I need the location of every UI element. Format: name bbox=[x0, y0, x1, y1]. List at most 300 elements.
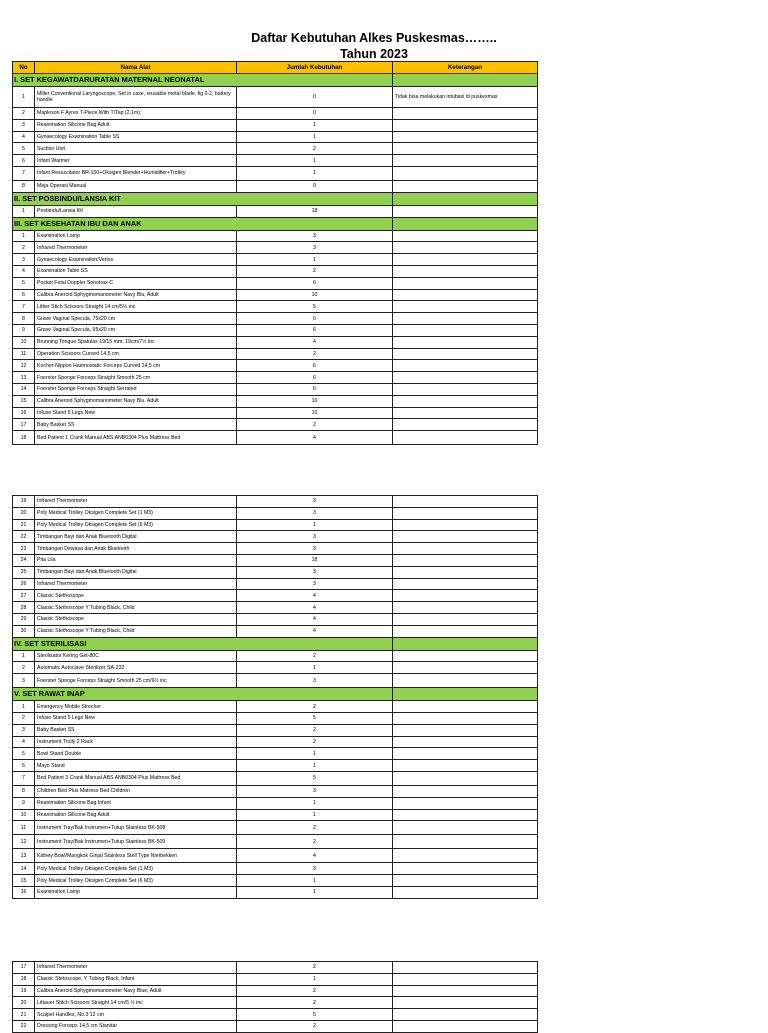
item-name: Grave Vaginal Specula, 95x20 cm bbox=[35, 324, 237, 336]
item-quantity: 2 bbox=[237, 821, 393, 835]
table-row bbox=[13, 336, 538, 348]
item-keterangan bbox=[393, 578, 538, 590]
item-name: Grave Vaginal Specula, 75x20 cm bbox=[35, 313, 237, 325]
item-keterangan bbox=[393, 205, 538, 217]
table-row bbox=[13, 348, 538, 360]
item-name: Infrared Thermometer bbox=[35, 496, 237, 508]
table-row bbox=[13, 613, 538, 625]
item-quantity: 3 bbox=[237, 496, 393, 508]
row-number: 22 bbox=[13, 1020, 35, 1032]
item-quantity: 3 bbox=[237, 566, 393, 578]
item-quantity: 6 bbox=[237, 383, 393, 395]
item-name: Infuse Stand 5 Legs New bbox=[35, 712, 237, 724]
item-keterangan bbox=[393, 277, 538, 289]
table-row bbox=[13, 997, 538, 1009]
item-name: Emergency Mobile Strecher bbox=[35, 701, 237, 713]
item-keterangan bbox=[393, 289, 538, 301]
item-keterangan bbox=[393, 748, 538, 760]
row-number: 12 bbox=[13, 360, 35, 372]
item-keterangan bbox=[393, 119, 538, 131]
item-quantity: 1 bbox=[237, 519, 393, 531]
table-row bbox=[13, 155, 538, 167]
item-keterangan bbox=[393, 625, 538, 637]
equipment-table-page-1 bbox=[12, 61, 538, 445]
item-name: Automatic Autoclave Sterilizer SA-232 bbox=[35, 662, 237, 674]
item-keterangan bbox=[393, 543, 538, 555]
item-name: Mayo Stand bbox=[35, 760, 237, 772]
table-row bbox=[13, 771, 538, 785]
item-keterangan bbox=[393, 507, 538, 519]
table-row bbox=[13, 863, 538, 875]
row-number: 3 bbox=[13, 119, 35, 131]
row-number: 7 bbox=[13, 166, 35, 180]
item-keterangan bbox=[393, 554, 538, 566]
item-name: Instrument Tray/Bak Instrumen+Tutup Stainless BK-508 bbox=[35, 821, 237, 835]
item-keterangan bbox=[393, 265, 538, 277]
item-quantity: 6 bbox=[237, 313, 393, 325]
item-name: Gynaecology Examination Table SS bbox=[35, 131, 237, 143]
item-quantity: 6 bbox=[237, 324, 393, 336]
section-blank bbox=[393, 192, 538, 205]
row-number: 2 bbox=[13, 712, 35, 724]
table-row bbox=[13, 507, 538, 519]
item-name: Dressing Forceps 14,5 cm Standar bbox=[35, 1020, 237, 1032]
row-number: 6 bbox=[13, 289, 35, 301]
table-row bbox=[13, 821, 538, 835]
row-number: 8 bbox=[13, 180, 35, 192]
item-quantity: 6 bbox=[237, 372, 393, 384]
item-name: Examination Lamp bbox=[35, 886, 237, 898]
item-keterangan bbox=[393, 724, 538, 736]
item-keterangan bbox=[393, 736, 538, 748]
item-quantity: 2 bbox=[237, 265, 393, 277]
item-keterangan bbox=[393, 531, 538, 543]
section-title: IV. SET STERILISASI bbox=[13, 637, 393, 650]
item-name: Miller Conventional Laryngoscope, Set in case, reusable metal blade, fig 0-2, battery handle bbox=[35, 87, 237, 108]
item-name: Examination Table SS bbox=[35, 265, 237, 277]
item-quantity: 0 bbox=[237, 108, 393, 120]
table-row bbox=[13, 797, 538, 809]
item-name: Infuse Stand 5 Legs New bbox=[35, 407, 237, 419]
item-keterangan bbox=[393, 674, 538, 688]
item-keterangan bbox=[393, 383, 538, 395]
row-number: 3 bbox=[13, 674, 35, 688]
row-number: 7 bbox=[13, 771, 35, 785]
item-name: Pita Lila bbox=[35, 554, 237, 566]
table-row bbox=[13, 360, 538, 372]
item-quantity: 1 bbox=[237, 760, 393, 772]
item-quantity: 1 bbox=[237, 748, 393, 760]
table-row bbox=[13, 578, 538, 590]
item-keterangan bbox=[393, 712, 538, 724]
item-keterangan bbox=[393, 835, 538, 849]
document-title: Daftar Kebutuhan Alkes Puskesmas…….. bbox=[251, 31, 497, 45]
item-quantity: 1 bbox=[237, 886, 393, 898]
item-keterangan bbox=[393, 407, 538, 419]
table-row bbox=[13, 875, 538, 887]
item-keterangan bbox=[393, 324, 538, 336]
table-row bbox=[13, 324, 538, 336]
item-quantity: 3 bbox=[237, 531, 393, 543]
table-row bbox=[13, 119, 538, 131]
row-number: 15 bbox=[13, 395, 35, 407]
row-number: 5 bbox=[13, 748, 35, 760]
item-name: Timbangan Bayi dan Anak Bluetooth Digital bbox=[35, 566, 237, 578]
table-row bbox=[13, 701, 538, 713]
item-quantity: 2 bbox=[237, 701, 393, 713]
table-row bbox=[13, 543, 538, 555]
table-row bbox=[13, 289, 538, 301]
item-quantity: 2 bbox=[237, 985, 393, 997]
item-keterangan bbox=[393, 336, 538, 348]
table-row bbox=[13, 205, 538, 217]
item-quantity: 1 bbox=[237, 166, 393, 180]
table-row bbox=[13, 835, 538, 849]
table-row bbox=[13, 395, 538, 407]
row-number: 28 bbox=[13, 602, 35, 614]
item-quantity: 10 bbox=[237, 289, 393, 301]
row-number: 1 bbox=[13, 205, 35, 217]
item-name: Littier Stich Scissors Straight 14 cm/5½ inc bbox=[35, 301, 237, 313]
item-quantity: 1 bbox=[237, 875, 393, 887]
item-name: Instrument Trolly 2 Rack bbox=[35, 736, 237, 748]
table-row bbox=[13, 87, 538, 108]
table-row bbox=[13, 313, 538, 325]
item-quantity: 4 bbox=[237, 602, 393, 614]
section-blank bbox=[393, 217, 538, 230]
item-keterangan: Tidak bisa melakukan intubasi di puskesmas bbox=[393, 87, 538, 108]
section-blank bbox=[393, 637, 538, 650]
item-quantity: 4 bbox=[237, 625, 393, 637]
item-quantity: 6 bbox=[237, 360, 393, 372]
row-number: 18 bbox=[13, 431, 35, 445]
item-keterangan bbox=[393, 997, 538, 1009]
item-name: Baby Basket SS bbox=[35, 419, 237, 431]
row-number: 1 bbox=[13, 87, 35, 108]
item-keterangan bbox=[393, 962, 538, 974]
item-keterangan bbox=[393, 662, 538, 674]
section-blank bbox=[393, 74, 538, 87]
row-number: 14 bbox=[13, 383, 35, 395]
row-number: 9 bbox=[13, 797, 35, 809]
item-quantity: 1 bbox=[237, 662, 393, 674]
table-row bbox=[13, 724, 538, 736]
row-number: 6 bbox=[13, 760, 35, 772]
item-quantity: 10 bbox=[237, 395, 393, 407]
row-number: 13 bbox=[13, 849, 35, 863]
table-row bbox=[13, 650, 538, 662]
row-number: 20 bbox=[13, 997, 35, 1009]
item-quantity: 5 bbox=[237, 1009, 393, 1021]
item-name: Classic Stethoscope Y Tubing Black, Child bbox=[35, 602, 237, 614]
table-row bbox=[13, 372, 538, 384]
item-name: Bowl Stand Double bbox=[35, 748, 237, 760]
table-row bbox=[13, 785, 538, 797]
row-number: 6 bbox=[13, 155, 35, 167]
section-row bbox=[13, 217, 538, 230]
section-row bbox=[13, 688, 538, 701]
row-number: 29 bbox=[13, 613, 35, 625]
table-row bbox=[13, 496, 538, 508]
item-keterangan bbox=[393, 301, 538, 313]
row-number: 1 bbox=[13, 230, 35, 242]
section-title: III. SET KESEHATAN IBU DAN ANAK bbox=[13, 217, 393, 230]
item-keterangan bbox=[393, 613, 538, 625]
table-row bbox=[13, 531, 538, 543]
item-name: Suction Unit bbox=[35, 143, 237, 155]
row-number: 13 bbox=[13, 372, 35, 384]
row-number: 27 bbox=[13, 590, 35, 602]
item-quantity: 2 bbox=[237, 997, 393, 1009]
table-row bbox=[13, 849, 538, 863]
row-number: 5 bbox=[13, 143, 35, 155]
row-number: 30 bbox=[13, 625, 35, 637]
item-quantity: 3 bbox=[237, 578, 393, 590]
item-quantity: 1 bbox=[237, 973, 393, 985]
section-row bbox=[13, 637, 538, 650]
item-keterangan bbox=[393, 973, 538, 985]
row-number: 4 bbox=[13, 736, 35, 748]
table-row bbox=[13, 242, 538, 254]
item-quantity: 2 bbox=[237, 650, 393, 662]
item-quantity: 18 bbox=[237, 205, 393, 217]
table-row bbox=[13, 277, 538, 289]
item-quantity: 18 bbox=[237, 554, 393, 566]
item-keterangan bbox=[393, 701, 538, 713]
item-quantity: 4 bbox=[237, 849, 393, 863]
item-name: Infant Resuscitator BR-100+Oksigen Blender+Humidifier+Trolley bbox=[35, 166, 237, 180]
item-keterangan bbox=[393, 519, 538, 531]
row-number: 21 bbox=[13, 519, 35, 531]
table-row bbox=[13, 962, 538, 974]
item-name: Timbangan Dewasa dan Anak Bluetooth bbox=[35, 543, 237, 555]
item-keterangan bbox=[393, 131, 538, 143]
item-name: Kocher-Nippon Haemostatic Forceps Curved 14,5 cm bbox=[35, 360, 237, 372]
table-row bbox=[13, 265, 538, 277]
item-keterangan bbox=[393, 395, 538, 407]
table-row bbox=[13, 736, 538, 748]
row-number: 26 bbox=[13, 578, 35, 590]
item-name: Foerster Sponge Forceps Straight Smooth 25 cm bbox=[35, 372, 237, 384]
item-name: Infant Warmer bbox=[35, 155, 237, 167]
item-name: Scalpel Handles, No.3 12 cm bbox=[35, 1009, 237, 1021]
item-quantity: 1 bbox=[237, 254, 393, 266]
header-nama-alat: Nama Alat bbox=[35, 62, 237, 74]
item-keterangan bbox=[393, 1009, 538, 1021]
item-keterangan bbox=[393, 313, 538, 325]
item-quantity: 1 bbox=[237, 131, 393, 143]
item-name: Baby Basket SS bbox=[35, 724, 237, 736]
item-keterangan bbox=[393, 602, 538, 614]
row-number: 17 bbox=[13, 419, 35, 431]
item-keterangan bbox=[393, 372, 538, 384]
item-name: Pocket Fetal Doppler Sonotrax-C bbox=[35, 277, 237, 289]
row-number: 14 bbox=[13, 863, 35, 875]
item-quantity: 2 bbox=[237, 736, 393, 748]
item-quantity: 3 bbox=[237, 785, 393, 797]
item-name: Reanimation Silicone Bag Adult bbox=[35, 119, 237, 131]
row-number: 2 bbox=[13, 242, 35, 254]
item-name: Classic Stetoscope, Y Tubing Black, Infant bbox=[35, 973, 237, 985]
row-number: 21 bbox=[13, 1009, 35, 1021]
item-name: Poly Medical Trolley Oksigen Complete Set (6 M3) bbox=[35, 875, 237, 887]
document-year: Tahun 2023 bbox=[340, 47, 408, 61]
item-keterangan bbox=[393, 180, 538, 192]
header-keterangan: Keterangan bbox=[393, 62, 538, 74]
section-blank bbox=[393, 688, 538, 701]
item-name: Poly Medical Trolley Oksigen Complete Set (1 M3) bbox=[35, 863, 237, 875]
item-quantity: 2 bbox=[237, 835, 393, 849]
item-quantity: 4 bbox=[237, 613, 393, 625]
row-number: 18 bbox=[13, 973, 35, 985]
table-row bbox=[13, 554, 538, 566]
item-quantity: 1 bbox=[237, 797, 393, 809]
item-keterangan bbox=[393, 821, 538, 835]
table-row bbox=[13, 1020, 538, 1032]
item-name: Infrared Thermometer bbox=[35, 242, 237, 254]
item-name: Infrared Thermometer bbox=[35, 962, 237, 974]
item-name: Mapleson F Ayres T-Piece With T/Tap (2,1m) bbox=[35, 108, 237, 120]
row-number: 25 bbox=[13, 566, 35, 578]
item-name: Sterilisator Kering Get-80C bbox=[35, 650, 237, 662]
item-name: Classic Stethoscope bbox=[35, 590, 237, 602]
equipment-table-page-3 bbox=[12, 961, 538, 1033]
item-quantity: 2 bbox=[237, 962, 393, 974]
item-quantity: 2 bbox=[237, 419, 393, 431]
row-number: 24 bbox=[13, 554, 35, 566]
item-keterangan bbox=[393, 496, 538, 508]
item-keterangan bbox=[393, 875, 538, 887]
row-number: 3 bbox=[13, 724, 35, 736]
table-row bbox=[13, 712, 538, 724]
item-keterangan bbox=[393, 108, 538, 120]
item-name: Foerster Sponge Forceps Straight Serrated bbox=[35, 383, 237, 395]
item-keterangan bbox=[393, 419, 538, 431]
row-number: 16 bbox=[13, 407, 35, 419]
table-row bbox=[13, 254, 538, 266]
section-title: V. SET RAWAT INAP bbox=[13, 688, 393, 701]
item-name: Children Bed Plus Matress Bed Children bbox=[35, 785, 237, 797]
item-keterangan bbox=[393, 242, 538, 254]
table-row bbox=[13, 674, 538, 688]
item-quantity: 5 bbox=[237, 771, 393, 785]
row-number: 8 bbox=[13, 313, 35, 325]
item-name: Foerster Sponge Forceps Straight Smooth 25 cm/9½ inc bbox=[35, 674, 237, 688]
row-number: 16 bbox=[13, 886, 35, 898]
item-quantity: 4 bbox=[237, 336, 393, 348]
item-name: Poly Medical Trolley Oksigen Complete Set (6 M3) bbox=[35, 519, 237, 531]
row-number: 15 bbox=[13, 875, 35, 887]
header-no: No bbox=[13, 62, 35, 74]
table-row bbox=[13, 108, 538, 120]
item-name: Timbangan Bayi dan Anak Bluetooth Digital bbox=[35, 531, 237, 543]
row-number: 7 bbox=[13, 301, 35, 313]
item-name: Reanimation Silicone Bag Adult bbox=[35, 809, 237, 821]
item-name: Infrared Thermometer bbox=[35, 578, 237, 590]
item-quantity: 0 bbox=[237, 87, 393, 108]
table-row bbox=[13, 301, 538, 313]
item-name: Littauer Stitch Scissors Straight 14 cm/5 ½ inc bbox=[35, 997, 237, 1009]
table-row bbox=[13, 748, 538, 760]
row-number: 8 bbox=[13, 785, 35, 797]
item-keterangan bbox=[393, 886, 538, 898]
table-row bbox=[13, 662, 538, 674]
table-row bbox=[13, 625, 538, 637]
header-jumlah-kebutuhan: Jumlah Kebutuhan bbox=[237, 62, 393, 74]
item-keterangan bbox=[393, 155, 538, 167]
item-name: Gynaecology Examination/Verlos bbox=[35, 254, 237, 266]
row-number: 4 bbox=[13, 265, 35, 277]
item-keterangan bbox=[393, 785, 538, 797]
item-quantity: 1 bbox=[237, 809, 393, 821]
row-number: 3 bbox=[13, 254, 35, 266]
item-quantity: 3 bbox=[237, 230, 393, 242]
item-keterangan bbox=[393, 849, 538, 863]
item-name: Posbindu/Lansia Kit bbox=[35, 205, 237, 217]
table-row bbox=[13, 973, 538, 985]
table-row bbox=[13, 1009, 538, 1021]
row-number: 19 bbox=[13, 496, 35, 508]
row-number: 5 bbox=[13, 277, 35, 289]
item-keterangan bbox=[393, 254, 538, 266]
row-number: 2 bbox=[13, 108, 35, 120]
item-quantity: 2 bbox=[237, 1020, 393, 1032]
item-name: Calibra Aneroid Sphygmomanometer Navy Blu, Adult bbox=[35, 289, 237, 301]
item-quantity: 5 bbox=[237, 301, 393, 313]
item-quantity: 2 bbox=[237, 143, 393, 155]
item-keterangan bbox=[393, 797, 538, 809]
table-row bbox=[13, 143, 538, 155]
section-title: I. SET KEGAWATDARURATAN MATERNAL NEONATAL bbox=[13, 74, 393, 87]
item-quantity: 3 bbox=[237, 543, 393, 555]
item-name: Calibra Aneroid Sphygmomanometer Navy Blu, Adult bbox=[35, 395, 237, 407]
item-keterangan bbox=[393, 166, 538, 180]
table-row bbox=[13, 230, 538, 242]
section-row bbox=[13, 192, 538, 205]
row-number: 10 bbox=[13, 809, 35, 821]
table-row bbox=[13, 602, 538, 614]
item-name: Brunning Tongue Spatulas 19/15 mm, 19cm/7½ inc bbox=[35, 336, 237, 348]
item-quantity: 1 bbox=[237, 119, 393, 131]
item-keterangan bbox=[393, 863, 538, 875]
equipment-table-page-2 bbox=[12, 495, 538, 899]
item-quantity: 1 bbox=[237, 155, 393, 167]
table-row bbox=[13, 131, 538, 143]
item-quantity: 10 bbox=[237, 407, 393, 419]
item-name: Calibra Aneroid Sphygmomanometer Navy Blue, Adult bbox=[35, 985, 237, 997]
table-row bbox=[13, 419, 538, 431]
item-quantity: 3 bbox=[237, 863, 393, 875]
item-keterangan bbox=[393, 760, 538, 772]
row-number: 4 bbox=[13, 131, 35, 143]
item-keterangan bbox=[393, 348, 538, 360]
section-row bbox=[13, 74, 538, 87]
row-number: 9 bbox=[13, 324, 35, 336]
row-number: 2 bbox=[13, 662, 35, 674]
row-number: 1 bbox=[13, 650, 35, 662]
item-keterangan bbox=[393, 431, 538, 445]
item-quantity: 2 bbox=[237, 724, 393, 736]
row-number: 17 bbox=[13, 962, 35, 974]
table-row bbox=[13, 985, 538, 997]
row-number: 1 bbox=[13, 701, 35, 713]
item-keterangan bbox=[393, 360, 538, 372]
item-name: Classic Stethoscope bbox=[35, 613, 237, 625]
item-keterangan bbox=[393, 590, 538, 602]
table-row bbox=[13, 407, 538, 419]
item-name: Classic Stethoscope Y Tubing Black, Child bbox=[35, 625, 237, 637]
item-name: Reanimation Silicone Bag Infant bbox=[35, 797, 237, 809]
